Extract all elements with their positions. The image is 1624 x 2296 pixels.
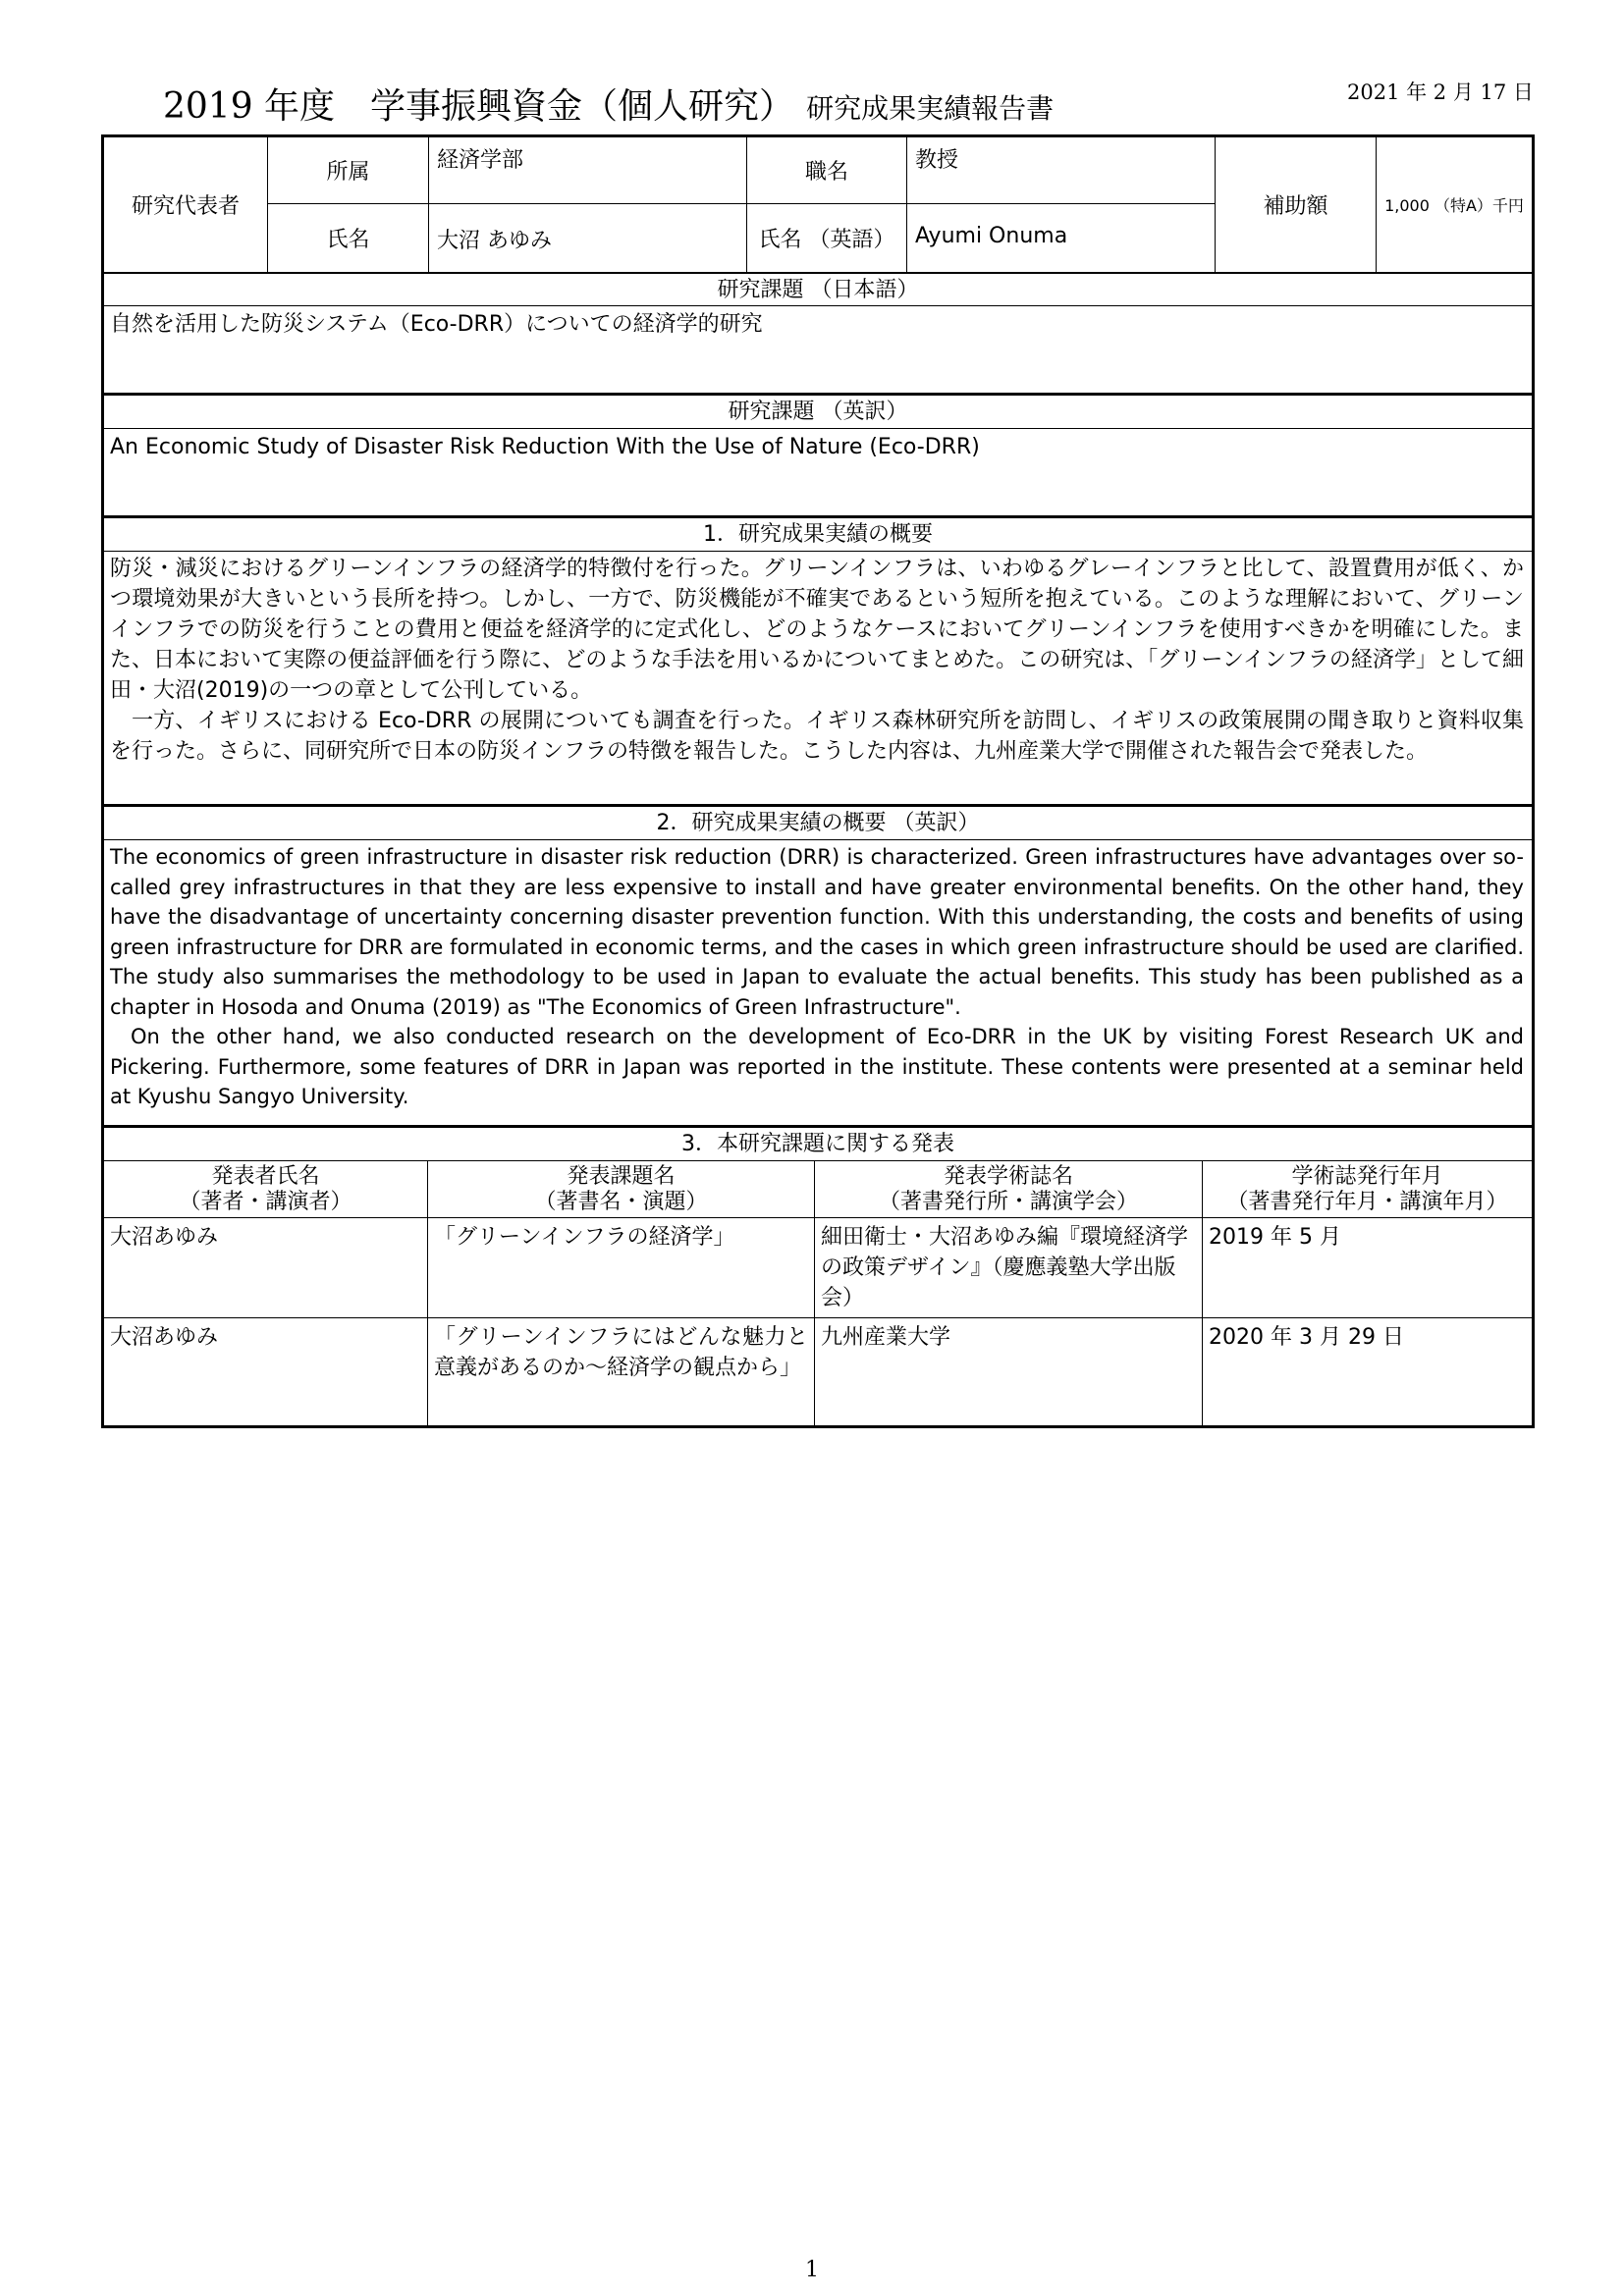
table-cell-title: 「グリーンインフラにはどんな魅力と意義があるのか～経済学の観点から」 bbox=[428, 1318, 815, 1425]
topic-ja-heading: 研究課題 （日本語） bbox=[104, 273, 1532, 306]
report-date: 2021 年 2 月 17 日 bbox=[1347, 80, 1534, 104]
column-header-line: （著書発行所・講演学会） bbox=[878, 1189, 1138, 1214]
affiliation-value: 経済学部 bbox=[429, 137, 747, 204]
table-cell-presenter: 大沼あゆみ bbox=[104, 1218, 428, 1318]
table-cell-date: 2019 年 5 月 bbox=[1203, 1218, 1532, 1318]
topic-ja-text: 自然を活用した防災システム（Eco-DRR）についての経済学的研究 bbox=[110, 312, 763, 337]
title-main: 2019 年度 学事振興資金（個人研究） bbox=[163, 86, 795, 127]
table-cell-date: 2020 年 3 月 29 日 bbox=[1209, 1325, 1404, 1350]
document-title bbox=[163, 79, 1054, 129]
table-cell-venue: 細田衛士・大沼あゆみ編『環境経済学の政策デザイン』（慶應義塾大学出版会） bbox=[815, 1218, 1203, 1318]
representative-label: 研究代表者 bbox=[104, 137, 268, 273]
presentations-heading: 3．本研究課題に関する発表 bbox=[104, 1128, 1532, 1161]
name-en-value: Ayumi Onuma bbox=[907, 204, 1216, 273]
summary-ja-body bbox=[110, 554, 1524, 767]
column-header-line: （著者・講演者） bbox=[179, 1189, 352, 1214]
summary-en-body bbox=[110, 842, 1524, 1112]
affiliation-label: 所属 bbox=[268, 137, 429, 204]
summary-en-paragraph-2: On the other hand, we also conducted research on the development of Eco-DRR in the UK by visiting Forest Research UK and Pickering. Furthermore, some features of DRR in Japan was reported in the institute. These contents were presented at a seminar held at Kyushu Sangyo University. bbox=[110, 1025, 1524, 1108]
column-header-line: （著書名・演題） bbox=[534, 1189, 708, 1214]
page-number: 1 bbox=[805, 2258, 819, 2282]
grant-label: 補助額 bbox=[1216, 137, 1377, 273]
position-value: 教授 bbox=[907, 137, 1216, 204]
summary-ja-paragraph-2: 一方、イギリスにおける Eco-DRR の展開についても調査を行った。イギリス森林研究所を訪問し、イギリスの政策展開の聞き取りと資料収集を行った。さらに、同研究所で日本の防災インフラの特徴を報告した。こうした内容は、九州産業大学で開催された報告会で発表した。 bbox=[110, 709, 1524, 764]
topic-en-text: An Economic Study of Disaster Risk Reduction With the Use of Nature (Eco-DRR) bbox=[110, 435, 980, 459]
summary-ja-heading: 1．研究成果実績の概要 bbox=[104, 518, 1532, 552]
name-label: 氏名 bbox=[268, 204, 429, 273]
column-header-line: 発表学術誌名 bbox=[943, 1163, 1073, 1189]
table-cell-title: 「グリーンインフラの経済学」 bbox=[428, 1218, 815, 1318]
topic-en-heading: 研究課題 （英訳） bbox=[104, 396, 1532, 429]
position-label: 職名 bbox=[747, 137, 907, 204]
summary-en-paragraph-1: The economics of green infrastructure in disaster risk reduction (DRR) is characterized. Green infrastructures have advantages over so-called grey infrastructures in that they are less expensive to install and have greater environmental benefits. On the other hand, they have the disadvantage of uncertainty concerning disaster prevention function. With this understanding, the costs and benefits of using green infrastructure for DRR are formulated in economic terms, and the cases in which green infrastructure should be used are clarified. The study also summarises the methodology to be used in Japan to evaluate the actual benefits. This study has been published as a chapter in Hosoda and Onuma (2019) as "The Economics of Green Infrastructure". bbox=[110, 845, 1524, 1019]
column-header-presenter bbox=[104, 1161, 428, 1218]
title-sub: 研究成果実績報告書 bbox=[806, 92, 1055, 125]
column-header-venue bbox=[815, 1161, 1203, 1218]
grant-value: 1,000 （特A）千円 bbox=[1377, 137, 1532, 273]
column-header-line: （著書発行年月・講演年月） bbox=[1226, 1189, 1508, 1214]
summary-en-heading: 2．研究成果実績の概要 （英訳） bbox=[104, 807, 1532, 840]
table-cell-venue: 九州産業大学 bbox=[815, 1318, 1203, 1425]
column-header-line: 学術誌発行年月 bbox=[1291, 1163, 1443, 1189]
column-header-line: 発表者氏名 bbox=[211, 1163, 320, 1189]
column-header-title bbox=[428, 1161, 815, 1218]
table-cell-presenter: 大沼あゆみ bbox=[104, 1318, 428, 1425]
name-value: 大沼 あゆみ bbox=[429, 204, 747, 273]
column-header-date bbox=[1203, 1161, 1532, 1218]
name-en-label: 氏名 （英語） bbox=[747, 204, 907, 273]
summary-ja-paragraph-1: 防災・減災におけるグリーンインフラの経済学的特徴付を行った。グリーンインフラは、いわゆるグレーインフラと比して、設置費用が低く、かつ環境効果が大きいという長所を持つ。しかし、一方で、防災機能が不確実であるという短所を抱えている。このような理解において、グリーンインフラでの防災を行うことの費用と便益を経済学的に定式化し、どのようなケースにおいてグリーンインフラを使用すべきかを明確にした。また、日本において実際の便益評価を行う際に、どのような手法を用いるかについてまとめた。この研究は、「グリーンインフラの経済学」として細田・大沼(2019)の一つの章として公刊している。 bbox=[110, 557, 1524, 703]
report-form bbox=[101, 134, 1535, 1428]
column-header-line: 発表課題名 bbox=[567, 1163, 676, 1189]
